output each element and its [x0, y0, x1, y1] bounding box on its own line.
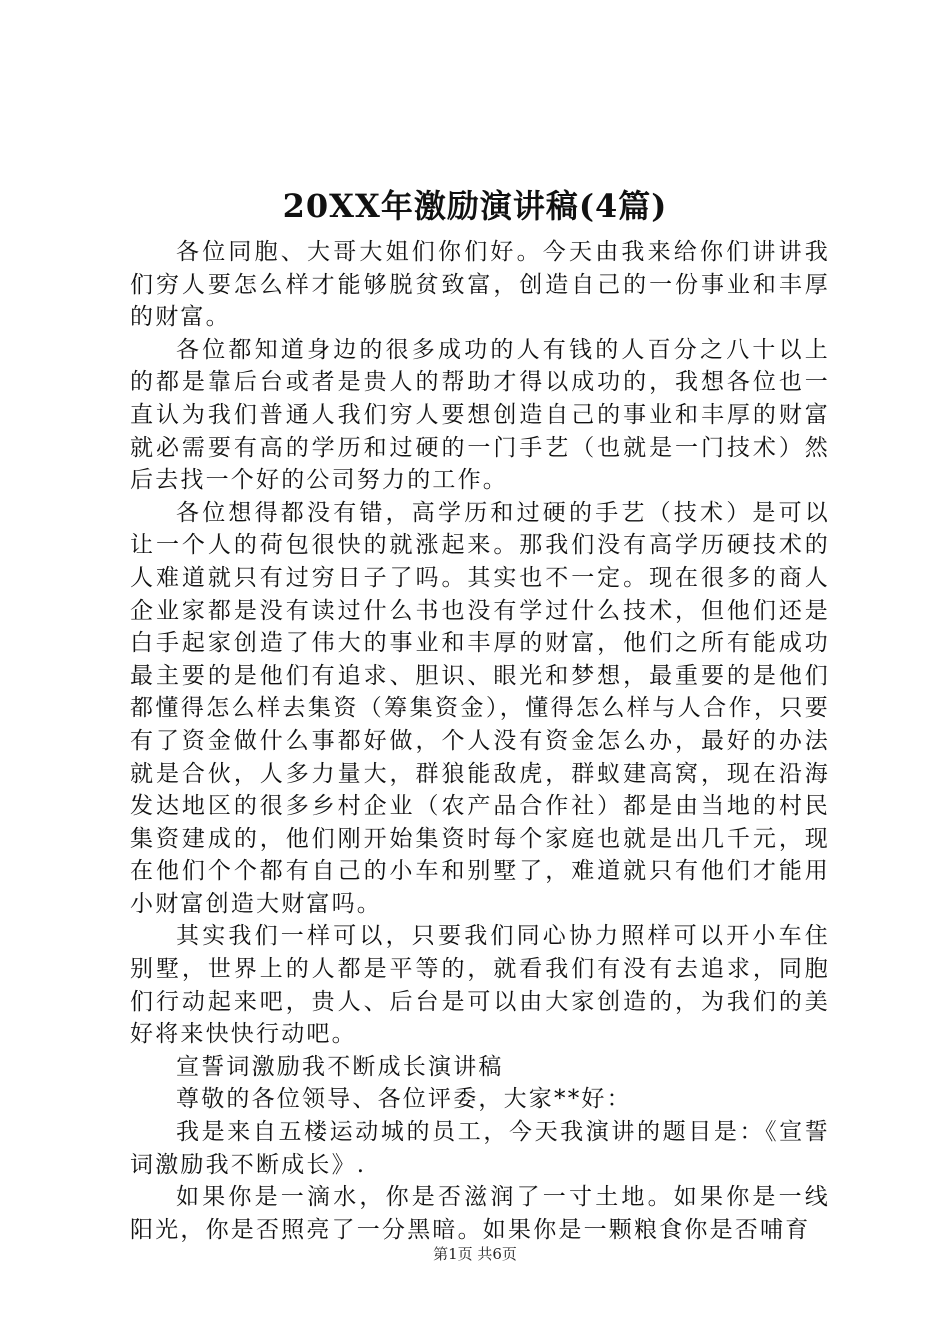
paragraph: 各位想得都没有错，高学历和过硬的手艺（技术）是可以让一个人的荷包很快的就涨起来。那我们没有高学历硬技术的人难道就只有过穷日子了吗。其实也不一定。现在很多的商人企业家都是没有读过什么书也没有学过什么技术，但他们还是白手起家创造了伟大的事业和丰厚的财富，他们之所有能成功最主要的是他们有追求、胆识、眼光和梦想，最重要的是他们都懂得怎么样去集资（筹集资金），懂得怎么样与人合作，只要有了资金做什么事都好做，个人没有资金怎么办，最好的办法就是合伙，人多力量大，群狼能敌虎，群蚁建高窝，现在沿海发达地区的很多乡村企业（农产品合作社）都是由当地的村民集资建成的，他们刚开始集资时每个家庭也就是出几千元，现在他们个个都有自己的小车和别墅了，难道就只有他们才能用小财富创造大财富吗。 — [130, 499, 830, 917]
page-footer: 第1页 共6页 — [433, 1245, 517, 1263]
salutation: 尊敬的各位领导、各位评委，大家**好： — [176, 1086, 632, 1113]
paragraph: 我是来自五楼运动城的员工，今天我演讲的题目是：《宣誓词激励我不断成长》. — [130, 1119, 830, 1178]
paragraph: 各位同胞、大哥大姐们你们好。今天由我来给你们讲讲我们穷人要怎么样才能够脱贫致富，创造自己的一份事业和丰厚的财富。 — [130, 239, 830, 331]
document-body — [130, 236, 830, 1246]
document-title: 20XX年激励演讲稿(4篇) — [282, 187, 668, 225]
paragraph: 各位都知道身边的很多成功的人有钱的人百分之八十以上的都是靠后台或者是贵人的帮助才得以成功的，我想各位也一直认为我们普通人我们穷人要想创造自己的事业和丰厚的财富就必需要有高的学历和过硬的一门手艺（也就是一门技术）然后去找一个好的公司努力的工作。 — [130, 336, 830, 494]
paragraph: 其实我们一样可以，只要我们同心协力照样可以开小车住别墅，世界上的人都是平等的，就看我们有没有去追求，同胞们行动起来吧，贵人、后台是可以由大家创造的，为我们的美好将来快快行动吧。 — [130, 923, 830, 1048]
section-heading: 宣誓词激励我不断成长演讲稿 — [176, 1053, 504, 1080]
paragraph: 如果你是一滴水，你是否滋润了一寸土地。如果你是一线阳光，你是否照亮了一分黑暗。如果你是一颗粮食你是否哺育 — [130, 1184, 830, 1243]
